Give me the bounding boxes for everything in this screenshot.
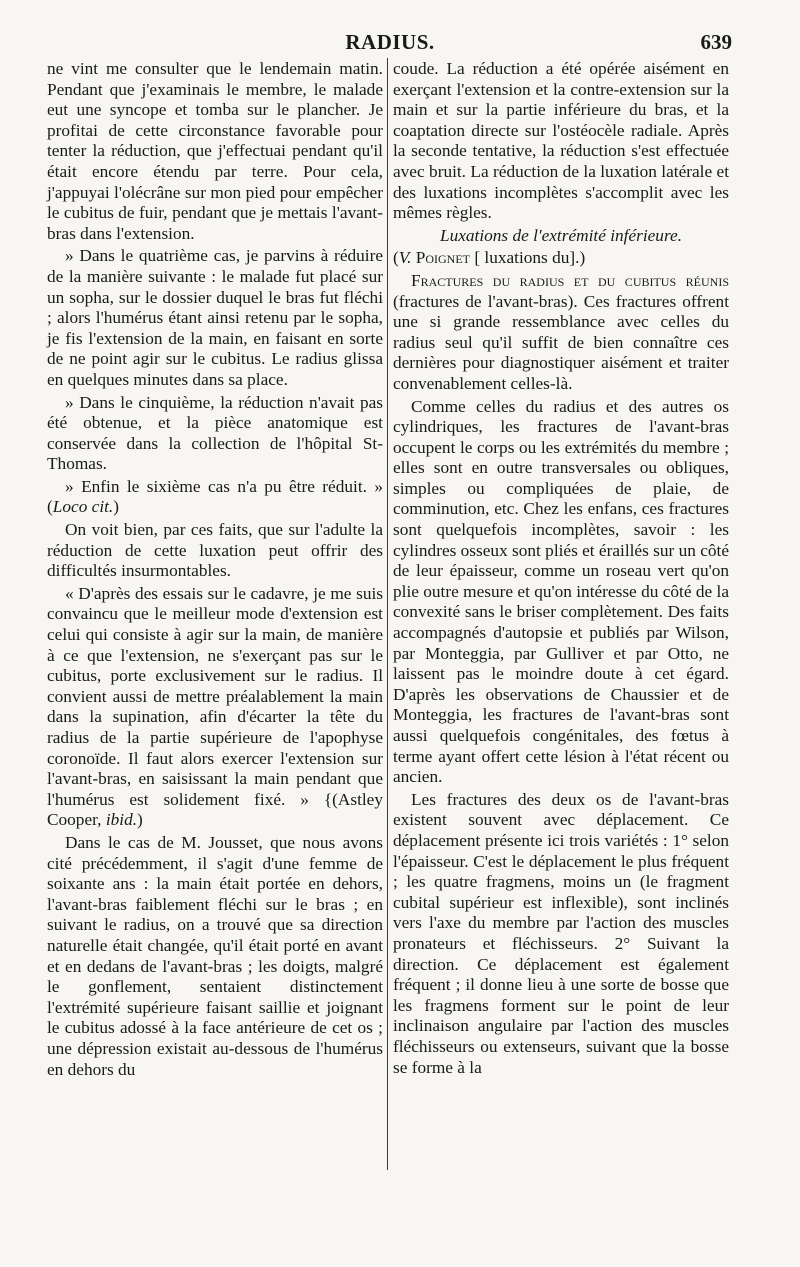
paragraph: Comme celles du radius et des autres os cylindriques, les fractures de l'avant-bras occupent le corps ou les extrémités du membre ; elles sont en outre transversales ou obliques, simples ou compliquées de plaie, de comminution, etc. Chez les enfans, ces fractures sont quelquefois incomplètes, savoir : les cylindres osseux sont pliés et éraillés sur un côté de leur épaisseur, comme un roseau vert qu'on plie outre mesure et qu'on intéresse du côté de la convexité sans le briser complètement. Des faits accompagnés d'autopsie et publiés par Wilson, par Monteggia, par Gulliver et par Otto, ne laissent pas le moindre doute à cet égard. D'après les observations de Chaussier et de Monteggia, les fractures de l'avant-bras sont aussi quelquefois congénitales, des fœtus à terme ayant offert cette lésion à l'état récent ou ancien.	[393, 396, 729, 787]
left-column	[47, 59, 383, 1080]
paragraph	[47, 584, 383, 831]
column-divider	[387, 58, 388, 1170]
cross-reference	[393, 248, 729, 269]
paragraph-text: (fractures de l'avant-bras). Ces fractures offrent une si grande ressemblance avec celles du radius seul qu'il suffit de bien connaître ces dernières pour diagnostiquer aisément et traiter convenablement celles-là.	[393, 291, 729, 393]
paragraph: » Dans le cinquième, la réduction n'avait pas été obtenue, et la pièce anatomique est conservée dans la collection de l'hôpital St-Thomas.	[47, 392, 383, 474]
paragraph-text: » Enfin le sixième cas n'a pu être réduit. » (	[47, 476, 383, 517]
page-header	[48, 30, 732, 58]
paragraph-text: )	[113, 497, 120, 517]
paragraph-text: )	[137, 810, 143, 830]
citation: Loco cit.	[52, 497, 114, 517]
paragraph	[393, 271, 729, 395]
paragraph: ne vint me consulter que le lendemain matin. Pendant que j'examinais le membre, le malade eut une syncope et tomba sur le plancher. Je profitai de cette circonstance favorable pour tenter la réduction, que j'effectuai pendant qu'il était encore étendu par terre. Pour cela, j'appuyai l'olécrâne sur mon pied pour empêcher le cubitus de fuir, pendant que je mettais l'avant-bras dans l'extension.	[47, 59, 383, 243]
paragraph-text: [ luxations du].)	[470, 248, 586, 268]
citation: ibid.	[105, 810, 138, 830]
entry-title: Fractures du radius et du cubitus réunis	[411, 270, 729, 290]
right-column	[393, 59, 729, 1078]
paragraph-text: « D'après des essais sur le cadavre, je me suis convaincu que le meilleur mode d'extension est celui qui consiste à agir sur la main, de manière à ce que l'extension, ne s'exerçant pas sur le cubitus, porte exclusivement sur le radius. Il convient aussi de mettre préalablement la main dans la supination, afin d'écarter la tête du radius de la partie supérieure de l'apophyse coronoïde. Il faut alors exercer l'extension sur l'avant-bras, en saisissant la main pendant que l'humérus est solidement fixé. » {(Astley Cooper,	[47, 583, 383, 830]
reference-name: Poignet	[411, 248, 471, 268]
paragraph: On voit bien, par ces faits, que sur l'adulte la réduction de cette luxation peut offrir des difficultés insurmontables.	[47, 520, 383, 581]
paragraph: » Dans le quatrième cas, je parvins à réduire de la manière suivante : le malade fut placé sur un sopha, sur le dossier duquel le bras fut fléchi ; alors l'humérus étant ainsi retenu par le sopha, je fis l'extension de la main, en faisant en sorte de ne point agir sur le cubitus. Le radius glissa en quelques minutes dans sa place.	[47, 246, 383, 389]
paragraph: Dans le cas de M. Jousset, que nous avons cité précédemment, il s'agit d'une femme de soixante ans : la main était portée en dehors, l'avant-bras faiblement fléchi sur le bras ; en suivant le radius, on a trouvé que sa direction naturelle était changée, qu'il était porté en avant et en dedans de l'avant-bras ; les doigts, malgré le gonflement, sentaient distinctement l'extrémité supérieure faisant saillie et joignant le cubitus adossé à la face antérieure de cet os ; une dépression existait au-dessous de l'humérus en dehors du	[47, 832, 383, 1079]
reference-see: V.	[398, 248, 412, 268]
paragraph: Les fractures des deux os de l'avant-bras existent souvent avec déplacement. Ce déplacement présente ici trois variétés : 1° selon l'épaisseur. C'est le déplacement le plus fréquent ; les quatre fragmens, moins un (le fragment cubital supérieur est inflexible), sont inclinés vers l'axe du membre par l'action des muscles pronateurs et fléchisseurs. 2° Suivant la direction. Ce déplacement est également fréquent ; il donne lieu à une sorte de bosse que les fragmens forment sur le point de leur inclinaison angulaire par l'action des muscles fléchisseurs ou extenseurs, suivant que la bosse se forme à la	[393, 789, 729, 1077]
running-head: RADIUS.	[345, 30, 435, 54]
paragraph: coude. La réduction a été opérée aisément en exerçant l'extension et la contre-extension sur la main et sur la partie inférieure du bras, et la coaptation directe sur l'ostéocèle radiale. Après la seconde tentative, la réduction s'est effectuée avec bruit. La réduction de la luxation latérale et des luxations incomplètes s'accomplit avec les mêmes règles.	[393, 59, 729, 223]
paragraph	[47, 477, 383, 518]
section-heading: Luxations de l'extrémité inférieure.	[439, 225, 683, 245]
paragraph-text: (	[393, 248, 399, 268]
page-number: 639	[700, 30, 732, 54]
